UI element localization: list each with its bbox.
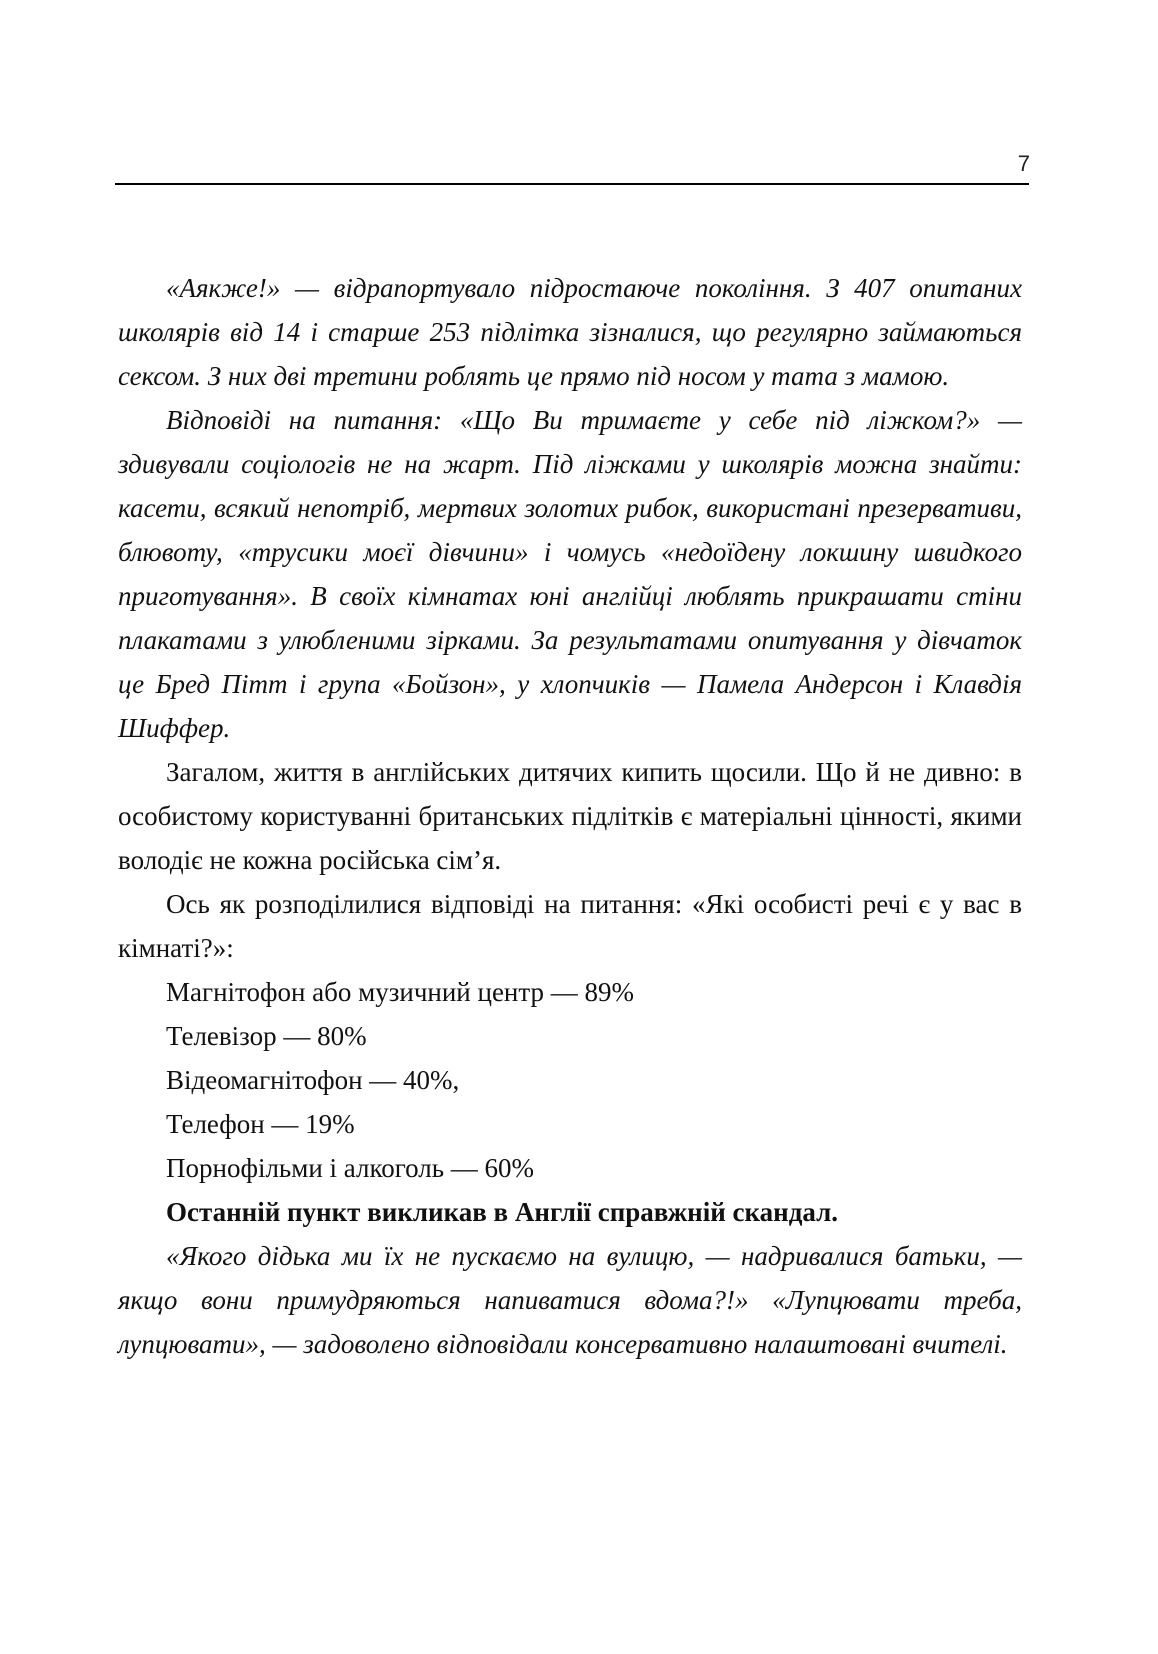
- paragraph-under-bed: Відповіді на питання: «Що Ви тримаєте у себе під ліжком?» — здивували соціологів не на жарт. Під ліжками у школярів можна знайти: касети, всякий непотріб, мертвих золотих рибок, використані презервативи, блювоту, «трусики моєї дівчини» і чомусь «недоїдену локшину швидкого приготування». В своїх кімнатах юні англійці люблять прикрашати стіни плакатами з улюбленими зірками. За результатами опитування у дівчаток це Бред Пітт і група «Бойзон», у хлопчиків — Памела Андерсон і Клавдія Шиффер.: [118, 405, 1022, 743]
- bold-statement: Останній пункт викликав в Англії справжній скандал.: [166, 1197, 839, 1227]
- page-body: [118, 266, 1022, 1366]
- list-item: Телефон — 19%: [166, 1109, 355, 1139]
- paragraph-survey-intro: «Аякже!» — відрапортувало підростаюче покоління. З 407 опитаних школярів від 14 і старше 253 підлітка зізналися, що регулярно займаються сексом. З них дві третини роблять це прямо під носом у тата з мамою.: [118, 273, 1022, 391]
- list-item: Відеомагнітофон — 40%,: [166, 1065, 460, 1095]
- paragraph-closing-quote: «Якого дідька ми їх не пускаємо на вулицю, — надривалися батьки, — якщо вони примудряються напиватися вдома?!» «Лупцювати треба, лупцювати», — задоволено відповідали консервативно налаштовані вчителі.: [118, 1241, 1022, 1359]
- list-item: Порнофільми і алкоголь — 60%: [166, 1153, 535, 1183]
- header-rule: [115, 183, 1029, 185]
- paragraph-question-items: Ось як розподілилися відповіді на питання: «Які особисті речі є у вас в кімнаті?»:: [118, 889, 1022, 963]
- page-number: 7: [1017, 151, 1030, 176]
- items-list: [118, 970, 1022, 1190]
- list-item: Магнітофон або музичний центр — 89%: [166, 977, 635, 1007]
- list-item: Телевізор — 80%: [166, 1021, 367, 1051]
- paragraph-life-general: Загалом, життя в англійських дитячих кипить щосили. Що й не дивно: в особистому користуванні британських підлітків є матеріальні цінності, якими володіє не кожна російська сім’я.: [118, 757, 1022, 875]
